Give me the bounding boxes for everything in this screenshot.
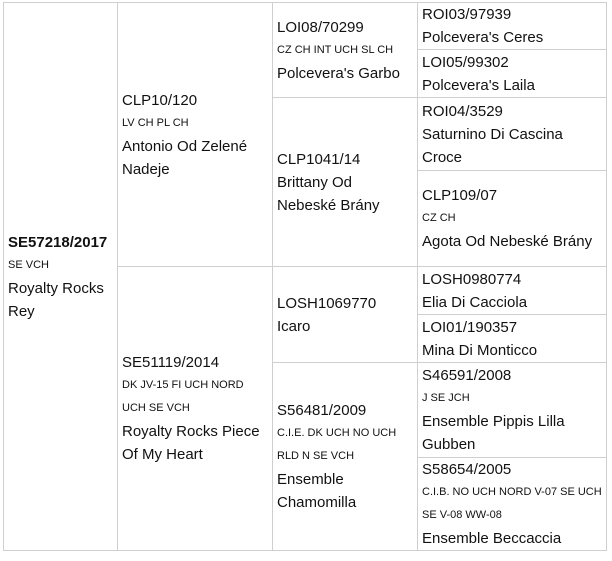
pedigree-dds xyxy=(417,362,607,458)
pedigree-dam-dam xyxy=(272,362,418,551)
pedigree-sdd xyxy=(417,170,607,267)
title-line: C.I.E. DK UCH NO UCH RLD N SE VCH xyxy=(277,427,397,462)
registration-number: LOI01/190357 xyxy=(422,318,518,336)
dog-name: Brittany Od Nebeské Brány xyxy=(277,173,380,214)
pedigree-sire xyxy=(117,2,273,267)
title-line: CZ CH INT UCH SL CH xyxy=(277,43,394,56)
pedigree-dam-sire xyxy=(272,266,418,363)
title-line: LV CH PL CH xyxy=(122,116,189,129)
pedigree-sds xyxy=(417,97,607,171)
title-line: C.I.B. NO UCH NORD V-07 SE UCH SE V-08 WW-08 xyxy=(422,486,602,521)
registration-number: ROI03/97939 xyxy=(422,6,512,23)
pedigree-dss xyxy=(417,266,607,315)
pedigree-ssd xyxy=(417,49,607,98)
registration-number: CLP109/07 xyxy=(422,187,498,204)
dog-name: Polcevera's Ceres xyxy=(422,29,544,46)
dog-name: Mina Di Monticco xyxy=(422,341,538,359)
registration-number: ROI04/3529 xyxy=(422,102,503,120)
dog-name: Elia Di Cacciola xyxy=(422,293,528,311)
dog-name: Royalty Rocks Piece Of My Heart xyxy=(122,423,260,463)
dog-name: Ensemble Chamomilla xyxy=(277,471,357,511)
dog-name: Royalty Rocks Rey xyxy=(8,279,104,320)
registration-number: SE51119/2014 xyxy=(122,354,220,371)
title-line: SE VCH xyxy=(8,258,49,271)
registration-number: S46591/2008 xyxy=(422,367,512,384)
registration-number: SE57218/2017 xyxy=(8,233,108,251)
pedigree-ddd xyxy=(417,457,607,551)
dog-name: Icaro xyxy=(277,317,311,335)
registration-number: LOSH0980774 xyxy=(422,270,522,288)
pedigree-subject xyxy=(3,2,118,551)
pedigree-dsd xyxy=(417,314,607,363)
dog-name: Saturnino Di Cascina Croce xyxy=(422,125,563,166)
pedigree-sire-dam xyxy=(272,97,418,267)
pedigree-sss xyxy=(417,2,607,50)
pedigree-dam xyxy=(117,266,273,551)
registration-number: LOI05/99302 xyxy=(422,53,509,71)
dog-name: Polcevera's Laila xyxy=(422,76,535,94)
title-line: DK JV-15 FI UCH NORD UCH SE VCH xyxy=(122,379,244,414)
registration-number: CLP1041/14 xyxy=(277,150,361,168)
registration-number: S58654/2005 xyxy=(422,461,512,478)
title-line: J SE JCH xyxy=(422,392,470,404)
title-line: CZ CH xyxy=(422,212,456,224)
dog-name: Antonio Od Zelené Nadeje xyxy=(122,137,248,178)
registration-number: CLP10/120 xyxy=(122,91,198,109)
dog-name: Ensemble Beccaccia xyxy=(422,530,562,547)
registration-number: LOSH1069770 xyxy=(277,294,377,312)
registration-number: S56481/2009 xyxy=(277,402,367,419)
pedigree-sire-sire xyxy=(272,2,418,98)
dog-name: Polcevera's Garbo xyxy=(277,64,400,82)
dog-name: Ensemble Pippis Lilla Gubben xyxy=(422,413,565,453)
dog-name: Agota Od Nebeské Brány xyxy=(422,233,593,250)
registration-number: LOI08/70299 xyxy=(277,18,364,36)
